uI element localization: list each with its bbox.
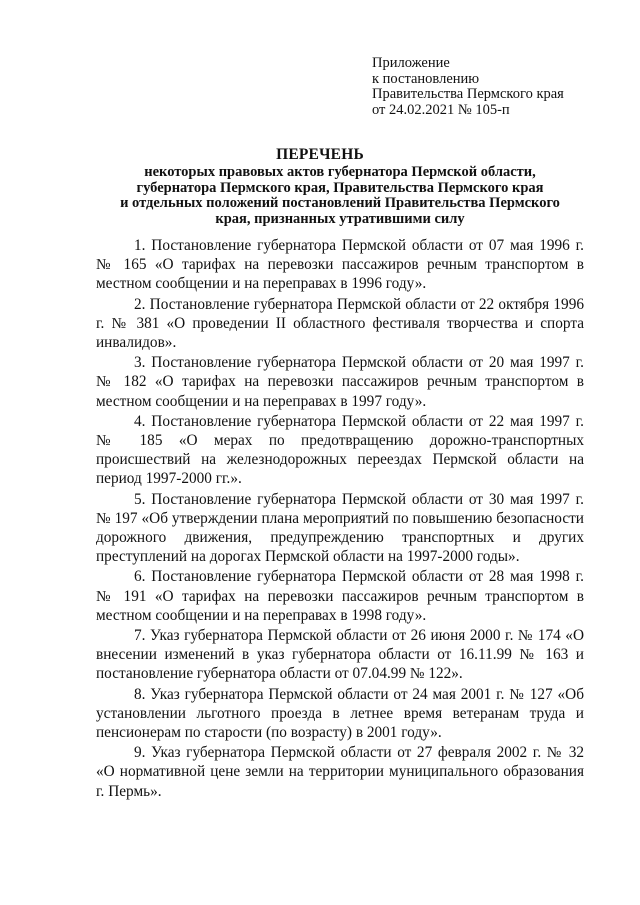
list-item: 7. Указ губернатора Пермской области от 26 июня 2000 г. № 174 «О внесении изменений в указ губернатора области от 16.11.99 № 163 и постановление губернатора области от 07.04.99 № 122». (96, 627, 584, 683)
appendix-header (372, 56, 564, 118)
list-item: 3. Постановление губернатора Пермской области от 20 мая 1997 г. № 182 «О тарифах на перевозки пассажиров речным транспортом в местном сообщении и на переправах в 1997 году». (96, 354, 584, 410)
subtitle-line: некоторых правовых актов губернатора Пермской области, (144, 164, 536, 180)
acts-list (96, 236, 584, 802)
list-item: 4. Постановление губернатора Пермской области от 22 мая 1997 г. № 185 «О мерах по предотвращению дорожно-транспортных происшествий на железнодорожных переездах Пермской области на период 1997-2000 гг.». (96, 412, 584, 488)
subtitle-line: края, признанных утратившими силу (215, 210, 465, 227)
appendix-line: Правительства Пермского края (372, 86, 564, 102)
appendix-line: от 24.02.2021 № 105-п (372, 101, 510, 118)
appendix-line: Приложение (372, 55, 450, 71)
list-item: 1. Постановление губернатора Пермской области от 07 мая 1996 г. № 165 «О тарифах на перевозки пассажиров речным транспортом в местном сообщении и на переправах в 1996 году». (96, 237, 584, 293)
document-subtitle (92, 165, 588, 227)
appendix-line: к постановлению (372, 70, 480, 87)
list-item: 9. Указ губернатора Пермской области от 27 февраля 2002 г. № 32 «О нормативной цене земли на территории муниципального образования г. Пермь». (96, 744, 584, 800)
document-title: ПЕРЕЧЕНЬ (276, 146, 364, 163)
list-item: 6. Постановление губернатора Пермской области от 28 мая 1998 г. № 191 «О тарифах на перевозки пассажиров речным транспортом в местном сообщении и на переправах в 1998 году». (96, 568, 584, 624)
list-item: 2. Постановление губернатора Пермской области от 22 октября 1996 г. № 381 «О проведении II областного фестиваля творчества и спорта инвалидов». (96, 295, 584, 352)
subtitle-line: губернатора Пермского края, Правительства Пермского края (136, 179, 544, 196)
list-item: 5. Постановление губернатора Пермской области от 30 мая 1997 г. № 197 «Об утверждении плана мероприятий по повышению безопасности дорожного движения, предупреждению транспортных и других преступлений на дорогах Пермской области на 1997-2000 годы». (96, 490, 584, 566)
subtitle-line: и отдельных положений постановлений Правительства Пермского (120, 195, 560, 211)
list-item: 8. Указ губернатора Пермской области от 24 мая 2001 г. № 127 «Об установлении льготного проезда в летнее время ветеранам труда и пенсионерам по старости (по возрасту) в 2001 году». (96, 685, 584, 742)
